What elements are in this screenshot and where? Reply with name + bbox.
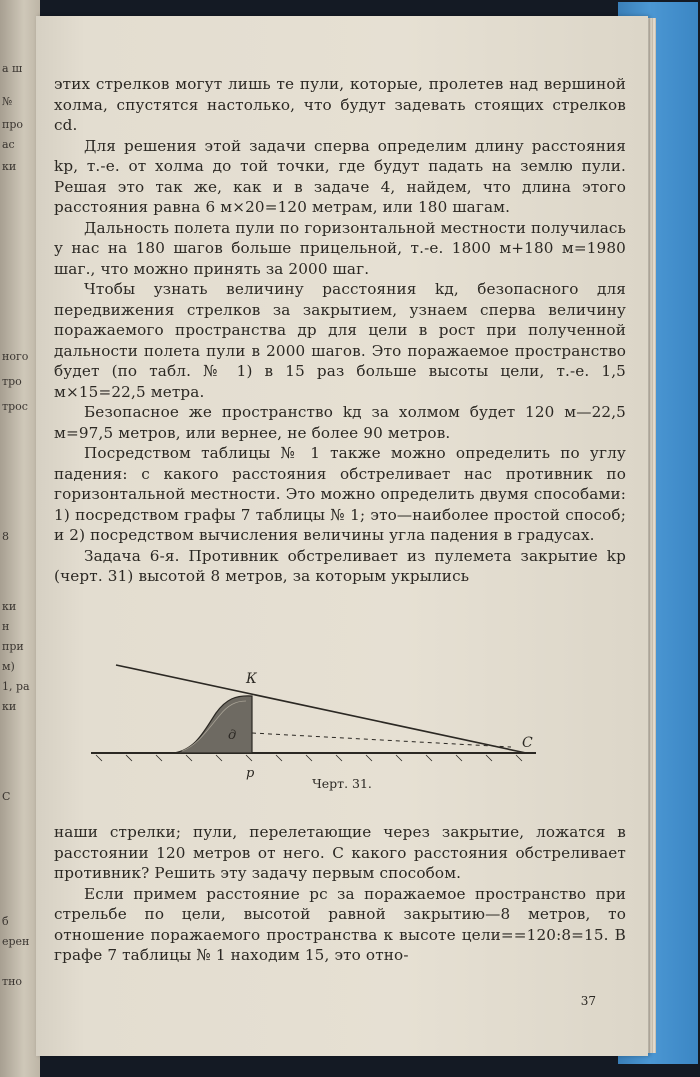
left-page-fragment: 1, ра xyxy=(2,680,30,693)
figure-caption: Черт. 31. xyxy=(312,776,372,791)
trajectory-line xyxy=(116,665,526,753)
left-page-fragment: ерен xyxy=(2,935,30,948)
paragraph: наши стрелки; пули, перелетающие через закрытие, ложатся в расстоянии 120 метров от него. С какого расстояния обстреливает противник? Решить эту задачу первым способом. xyxy=(54,823,626,882)
dashed-line xyxy=(252,733,511,747)
left-page-edge xyxy=(0,0,40,1077)
left-page-fragment: тро xyxy=(2,375,22,388)
paragraph: Чтобы узнать величину расстояния kд, безопасного для передвижения стрелков за закрытием, узнаем сперва величину поражаемого пространства др для цели в рост при полученной дальности полета пули в 2000 шагов. Это поражаемое пространство будет (по табл. № 1) в 15 раз больше высоты цели, т.-е. 1,5 м×15=22,5 метра. xyxy=(54,280,626,401)
left-page-fragment: С xyxy=(2,790,11,803)
paragraph: Безопасное же пространство kд за холмом будет 120 м—22,5 м=97,5 метров, или вернее, не более 90 метров. xyxy=(54,403,626,442)
paragraph: Дальность полета пули по горизонтальной местности получилась у нас на 180 шагов больше прицельной, т.-е. 1800 м+180 м=1980 шаг., что можно принять за 2000 шаг. xyxy=(54,218,626,278)
paragraph: Посредством таблицы № 1 также можно определить по углу падения: с какого расстояния обстреливает нас противник по горизонтальной местности. Это можно определить двумя способами: 1) посредством графы 7 таблицы № 1; это—наиболее простой способ; и 2) посредством вычисления величины угла падения в градусах. xyxy=(54,444,626,544)
label-d: д xyxy=(228,728,237,743)
book-page xyxy=(36,16,648,1056)
label-p: р xyxy=(246,766,255,781)
left-page-fragment: а ш xyxy=(2,62,23,75)
left-page-fragment: ас xyxy=(2,138,15,151)
text-block-bottom xyxy=(54,822,626,966)
left-page-fragment: ного xyxy=(2,350,29,363)
left-page-fragment: ки xyxy=(2,160,17,173)
left-page-fragment: при xyxy=(2,640,24,653)
paragraph: Если примем расстояние рс за поражаемое пространство при стрельбе по цели, высотой равной закрытию—8 метров, то отношение поражаемого пространства к высоте цели==120:8=15. В графе 7 таблицы № 1 находим 15, это отно- xyxy=(54,884,626,964)
left-page-fragment: тно xyxy=(2,975,23,988)
paragraph: этих стрелков могут лишь те пули, которые, пролетев над вершиной холма, спустятся настолько, что будут задевать стоящих стрелков cd. xyxy=(54,75,626,134)
left-page-fragment: б xyxy=(2,915,9,928)
left-page-fragment: м) xyxy=(2,660,15,673)
left-page-fragment: про xyxy=(2,118,23,131)
left-page-fragment: ки xyxy=(2,700,17,713)
left-page-fragment: трос xyxy=(2,400,28,413)
left-page-fragment: 8 xyxy=(2,530,9,543)
paragraph: Для решения этой задачи сперва определим длину расстояния kp, т.-е. от холма до той точки, где будут падать на землю пули. Решая это так же, как и в задаче 4, найдем, что длина этого расстояния равна 6 м×20=120 метрам, или 180 шагам. xyxy=(54,136,626,216)
label-k: К xyxy=(246,671,257,687)
text-block-top xyxy=(54,74,626,587)
figure-31-diagram xyxy=(86,651,546,781)
ground-hatching xyxy=(96,755,522,761)
hill-cover xyxy=(174,696,252,753)
page-number: 37 xyxy=(580,994,596,1008)
left-page-fragment: № xyxy=(2,95,13,108)
left-page-fragment: ки xyxy=(2,600,17,613)
paragraph: Задача 6-я. Противник обстреливает из пулемета закрытие kр (черт. 31) высотой 8 метров, за которым укрылись xyxy=(54,546,626,585)
left-page-fragment: н xyxy=(2,620,10,633)
label-c: С xyxy=(522,735,533,751)
